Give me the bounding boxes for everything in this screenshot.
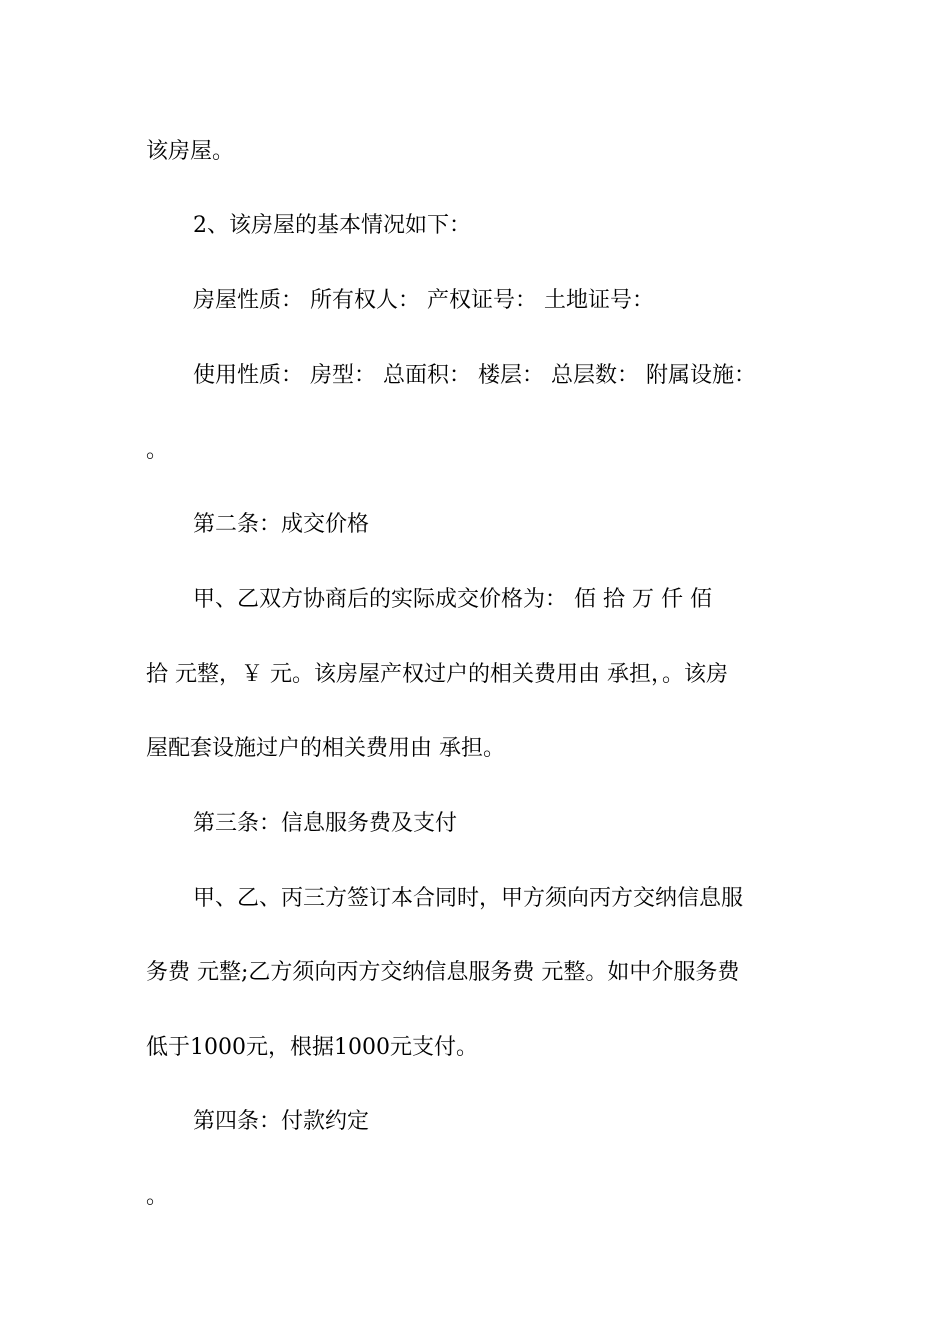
paragraph-line: 甲、乙、丙三方签订本合同时，甲方须向丙方交纳信息服 [193, 886, 744, 911]
paragraph-line: 务费 元整;乙方须向丙方交纳信息服务费 元整。如中介服务费 [146, 960, 740, 985]
section-heading: 第三条：信息服务费及支付 [193, 811, 458, 836]
section-heading: 第四条：付款约定 [193, 1109, 370, 1134]
paragraph-line: 甲、乙双方协商后的实际成交价格为： 佰 拾 万 仟 佰 [193, 587, 712, 612]
section-heading: 第二条：成交价格 [193, 512, 370, 537]
paragraph-line: 使用性质： 房型： 总面积： 楼层： 总层数： 附属设施： [193, 363, 756, 388]
paragraph-line: 房屋性质： 所有权人： 产权证号： 土地证号： [193, 288, 654, 313]
paragraph-line: 拾 元整，￥ 元。该房屋产权过户的相关费用由 承担，。该房 [146, 662, 728, 687]
paragraph-line: 屋配套设施过户的相关费用由 承担。 [146, 736, 505, 761]
paragraph-line: 。 [146, 438, 169, 463]
paragraph-line: 2、该房屋的基本情况如下： [193, 213, 471, 238]
paragraph-line: 低于1000元，根据1000元支付。 [146, 1035, 478, 1060]
paragraph-line: 。 [146, 1184, 169, 1209]
paragraph-line: 该房屋。 [146, 139, 235, 164]
